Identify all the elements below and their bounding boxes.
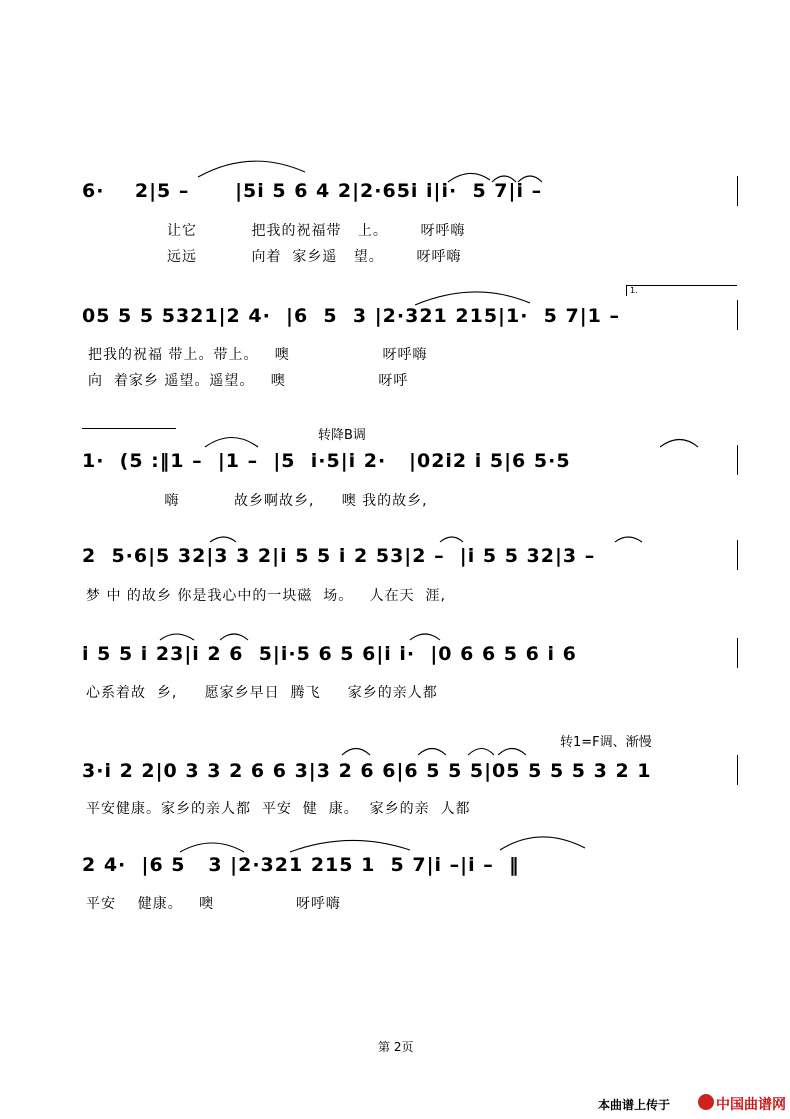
- staff-1-notes: 6· 2|5 – |5i 5 6 4 2|2·65i i|i· 5 7|i –: [82, 180, 543, 202]
- key-change-annotation: 转降B调: [318, 428, 366, 443]
- slur: [415, 292, 530, 305]
- slur: [440, 537, 463, 542]
- slur: [160, 634, 194, 640]
- slur: [518, 176, 542, 182]
- slur: [448, 173, 490, 182]
- staff-7-lyrics: 平安 健康。 噢 呀呼嗨: [86, 896, 341, 912]
- slur: [220, 634, 248, 640]
- staff-1-lyrics-verse-1: 让它 把我的祝福带 上。 呀呼嗨: [167, 223, 466, 239]
- staff-4-notes: 2 5·6|5 32|3 3 2|i 5 5 i 2 53|2 – |i 5 5 32|3 –: [82, 545, 596, 567]
- slur: [198, 161, 305, 177]
- site-name: 中国曲谱网: [716, 1097, 786, 1113]
- staff-5-lyrics: 心系着故 乡, 愿家乡早日 腾飞 家乡的亲人都: [86, 685, 438, 701]
- staff-3-lyrics: 嗨 故乡啊故乡, 噢 我的故乡,: [110, 493, 428, 509]
- page-number: 第 2页: [378, 1040, 414, 1054]
- slur: [210, 537, 236, 542]
- staff-4-lyrics: 梦 中 的故乡 你是我心中的一块磁 场。 人在天 涯,: [86, 588, 446, 604]
- site-logo-icon: [698, 1094, 714, 1110]
- slur: [660, 440, 698, 448]
- staff-5-notes: i 5 5 i 23|i 2 6 5|i·5 6 5 6|i i· |0 6 6 5 6 i 6: [82, 643, 577, 665]
- key-change-annotation: 转1=F调、渐慢: [560, 735, 652, 750]
- slur: [418, 749, 446, 756]
- volta-label: 1.: [630, 286, 638, 295]
- slur: [500, 837, 585, 850]
- staff-2-notes: 05 5 5 5321|2 4· |6 5 3 |2·321 215|1· 5 7|1 –: [82, 305, 620, 327]
- staff-7-notes: 2 4· |6 5 3 |2·321 215 1 5 7|i –|i – ‖: [82, 854, 520, 876]
- slur: [492, 176, 516, 182]
- slur: [615, 537, 642, 542]
- slur: [410, 634, 440, 640]
- slur: [290, 840, 410, 852]
- upload-source-text: 本曲谱上传于: [598, 1098, 671, 1112]
- staff-1-lyrics-verse-2: 远远 向着 家乡遥 望。 呀呼嗨: [167, 249, 462, 265]
- slur: [205, 438, 258, 448]
- staff-2-lyrics-verse-1: 把我的祝福 带上。带上。 噢 呀呼嗨: [88, 347, 428, 363]
- slur: [498, 749, 526, 756]
- staff-2-lyrics-verse-2: 向 着家乡 遥望。遥望。 噢 呀呼: [88, 373, 409, 389]
- slur: [180, 843, 244, 852]
- staff-3-notes: 1· (5 :‖1 – |1 – |5 i·5|i 2· |02i2 i 5|6 5·5: [82, 450, 571, 472]
- slur: [468, 749, 494, 756]
- slur: [342, 749, 370, 756]
- staff-6-lyrics: 平安健康。家乡的亲人都 平安 健 康。 家乡的亲 人都: [86, 801, 471, 817]
- staff-6-notes: 3·i 2 2|0 3 3 2 6 6 3|3 2 6 6|6 5 5 5|05 5 5 5 3 2 1: [82, 760, 652, 782]
